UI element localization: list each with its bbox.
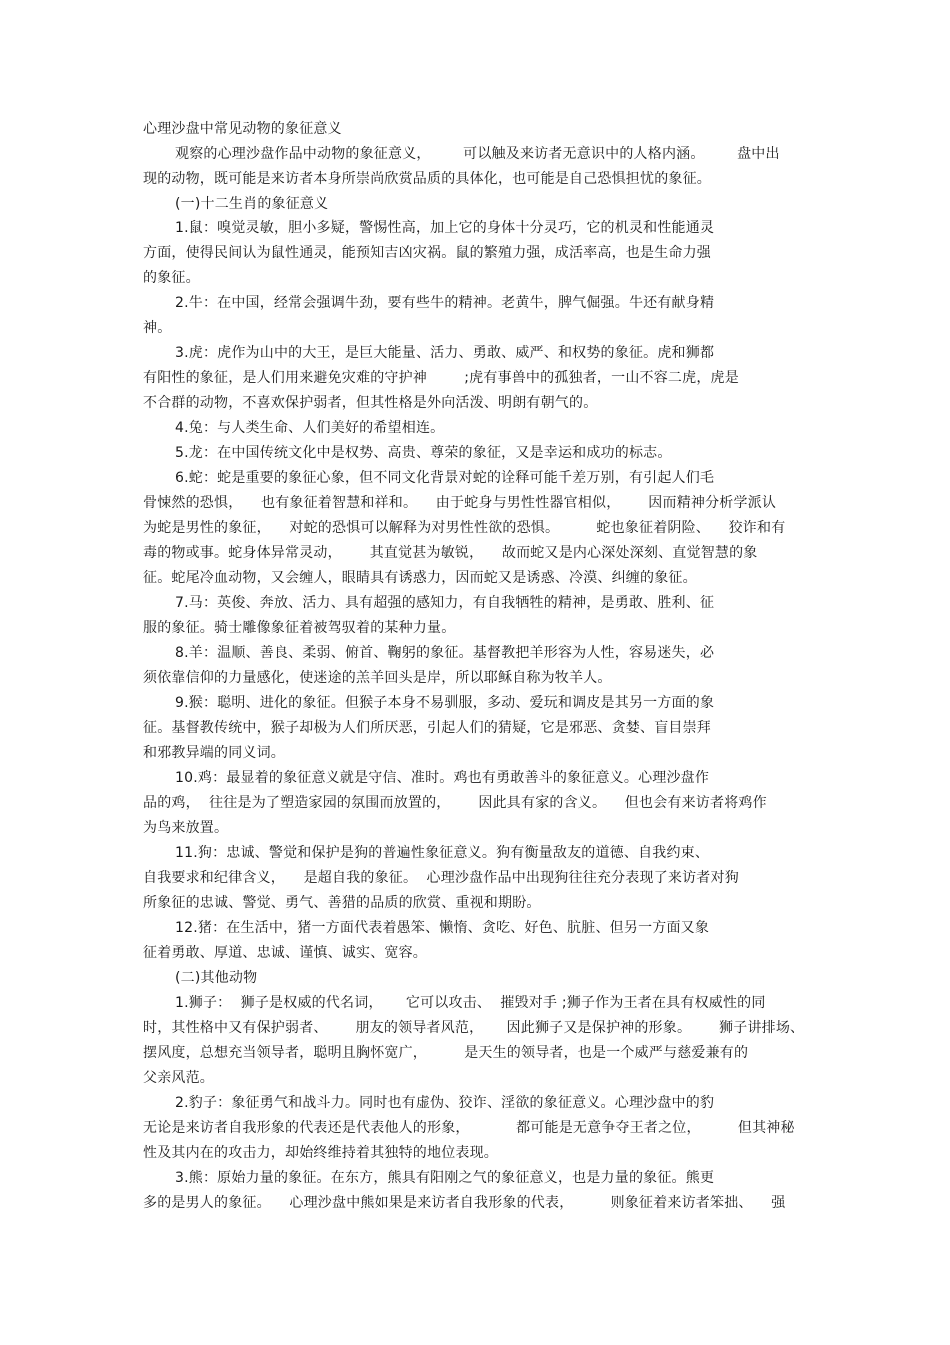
text-line: 征。蛇尾冷血动物，又会缠人，眼睛具有诱惑力，因而蛇又是诱惑、冷漠、纠缠的象征。 [143, 570, 697, 586]
text-line: 4.兔：与人类生命、人们美好的希望相连。 [175, 420, 445, 436]
text-line: 2.牛：在中国，经常会强调牛劲，要有些牛的精神。老黄牛，脾气倔强。牛还有献身精 [175, 295, 715, 311]
document-title: 心理沙盘中常见动物的象征意义 [143, 121, 342, 137]
text-line: 性及其内在的攻击力，却始终维持着其独特的地位表现。 [143, 1145, 498, 1161]
text-line: 和邪教异端的同义词。 [143, 745, 285, 761]
text-line: 骨悚然的恐惧， 也有象征着智慧和祥和。 由于蛇身与男性性器官相似， 因而精神分析学派认 [143, 495, 777, 511]
text-line: 3.熊：原始力量的象征。在东方，熊具有阳刚之气的象征意义，也是力量的象征。熊更 [175, 1170, 715, 1186]
text-line: 服的象征。骑士雕像象征着被驾驭着的某种力量。 [143, 620, 456, 636]
text-line: 自我要求和纪律含义， 是超自我的象征。 心理沙盘作品中出现狗往往充分表现了来访者对狗 [143, 870, 739, 886]
text-line: 2.豹子：象征勇气和战斗力。同时也有虚伪、狡诈、淫欲的象征意义。心理沙盘中的豹 [175, 1095, 715, 1111]
text-line: 12.猪：在生活中，猪一方面代表着愚笨、懒惰、贪吃、好色、肮脏、但另一方面又象 [175, 920, 710, 936]
text-line: 为蛇是男性的象征， 对蛇的恐惧可以解释为对男性性欲的恐惧。 蛇也象征着阴险、 狡诈和有 [143, 520, 786, 536]
text-line: 毒的物或事。蛇身体异常灵动， 其直觉甚为敏锐， 故而蛇又是内心深处深刻、直觉智慧的象 [143, 545, 758, 561]
text-line: 神。 [143, 320, 172, 336]
text-line: 10.鸡：最显着的象征意义就是守信、准时。鸡也有勇敢善斗的象征意义。心理沙盘作 [175, 770, 710, 786]
text-line: 为鸟来放置。 [143, 820, 229, 836]
text-line: 父亲风范。 [143, 1070, 214, 1086]
text-line: 3.虎：虎作为山中的大王，是巨大能量、活力、勇敢、威严、和权势的象征。虎和狮都 [175, 345, 715, 361]
text-line: 无论是来访者自我形象的代表还是代表他人的形象， 都可能是无意争夺王者之位， 但其神秘 [143, 1120, 795, 1136]
section-heading: (一)十二生肖的象征意义 [175, 196, 329, 212]
text-line: 7.马：英俊、奔放、活力、具有超强的感知力，有自我牺牲的精神，是勇敢、胜利、征 [175, 595, 715, 611]
text-line: 观察的心理沙盘作品中动物的象征意义， 可以触及来访者无意识中的人格内涵。 盘中出 [175, 146, 780, 162]
text-line: 所象征的忠诚、警觉、勇气、善猎的品质的欣赏、重视和期盼。 [143, 895, 541, 911]
text-line: 现的动物，既可能是来访者本身所崇尚欣赏品质的具体化，也可能是自己恐惧担忧的象征。 [143, 171, 711, 187]
text-line: 8.羊：温顺、善良、柔弱、俯首、鞠躬的象征。基督教把羊形容为人性，容易迷失，必 [175, 645, 715, 661]
text-line: 品的鸡， 往往是为了塑造家园的氛围而放置的， 因此具有家的含义。 但也会有来访者将鸡作 [143, 795, 767, 811]
text-line: 摆风度，总想充当领导者，聪明且胸怀宽广， 是天生的领导者，也是一个威严与慈爱兼有的 [143, 1045, 749, 1061]
text-line: 多的是男人的象征。 心理沙盘中熊如果是来访者自我形象的代表， 则象征着来访者笨拙、 强 [143, 1195, 786, 1211]
text-line: 征着勇敢、厚道、忠诚、谨慎、诚实、宽容。 [143, 945, 427, 961]
text-line: 有阳性的象征，是人们用来避免灾难的守护神 ;虎有事兽中的孤独者，一山不容二虎，虎是 [143, 370, 739, 386]
text-line: 的象征。 [143, 270, 200, 286]
text-line: 征。基督教传统中，猴子却极为人们所厌恶，引起人们的猜疑，它是邪恶、贪婪、盲目崇拜 [143, 720, 711, 736]
text-line: 方面，使得民间认为鼠性通灵，能预知吉凶灾祸。鼠的繁殖力强，成活率高，也是生命力强 [143, 245, 711, 261]
text-line: 9.猴：聪明、进化的象征。但猴子本身不易驯服，多动、爱玩和调皮是其另一方面的象 [175, 695, 715, 711]
text-line: 5.龙：在中国传统文化中是权势、高贵、尊荣的象征，又是幸运和成功的标志。 [175, 445, 672, 461]
text-line: 1.狮子： 狮子是权威的代名词， 它可以攻击、 摧毁对手 ;狮子作为王者在具有权威性的同 [175, 995, 766, 1011]
text-line: 时，其性格中又有保护弱者、 朋友的领导者风范， 因此狮子又是保护神的形象。 狮子讲排场、 [143, 1020, 805, 1036]
text-line: 6.蛇：蛇是重要的象征心象，但不同文化背景对蛇的诠释可能千差万别，有引起人们毛 [175, 470, 715, 486]
text-line: 须依靠信仰的力量感化，使迷途的羔羊回头是岸，所以耶稣自称为牧羊人。 [143, 670, 612, 686]
text-line: 1.鼠：嗅觉灵敏，胆小多疑，警惕性高，加上它的身体十分灵巧，它的机灵和性能通灵 [175, 220, 715, 236]
text-line: 不合群的动物，不喜欢保护弱者，但其性格是外向活泼、明朗有朝气的。 [143, 395, 598, 411]
section-heading: (二)其他动物 [175, 970, 258, 986]
text-line: 11.狗：忠诚、警觉和保护是狗的普遍性象征意义。狗有衡量敌友的道德、自我约束、 [175, 845, 710, 861]
